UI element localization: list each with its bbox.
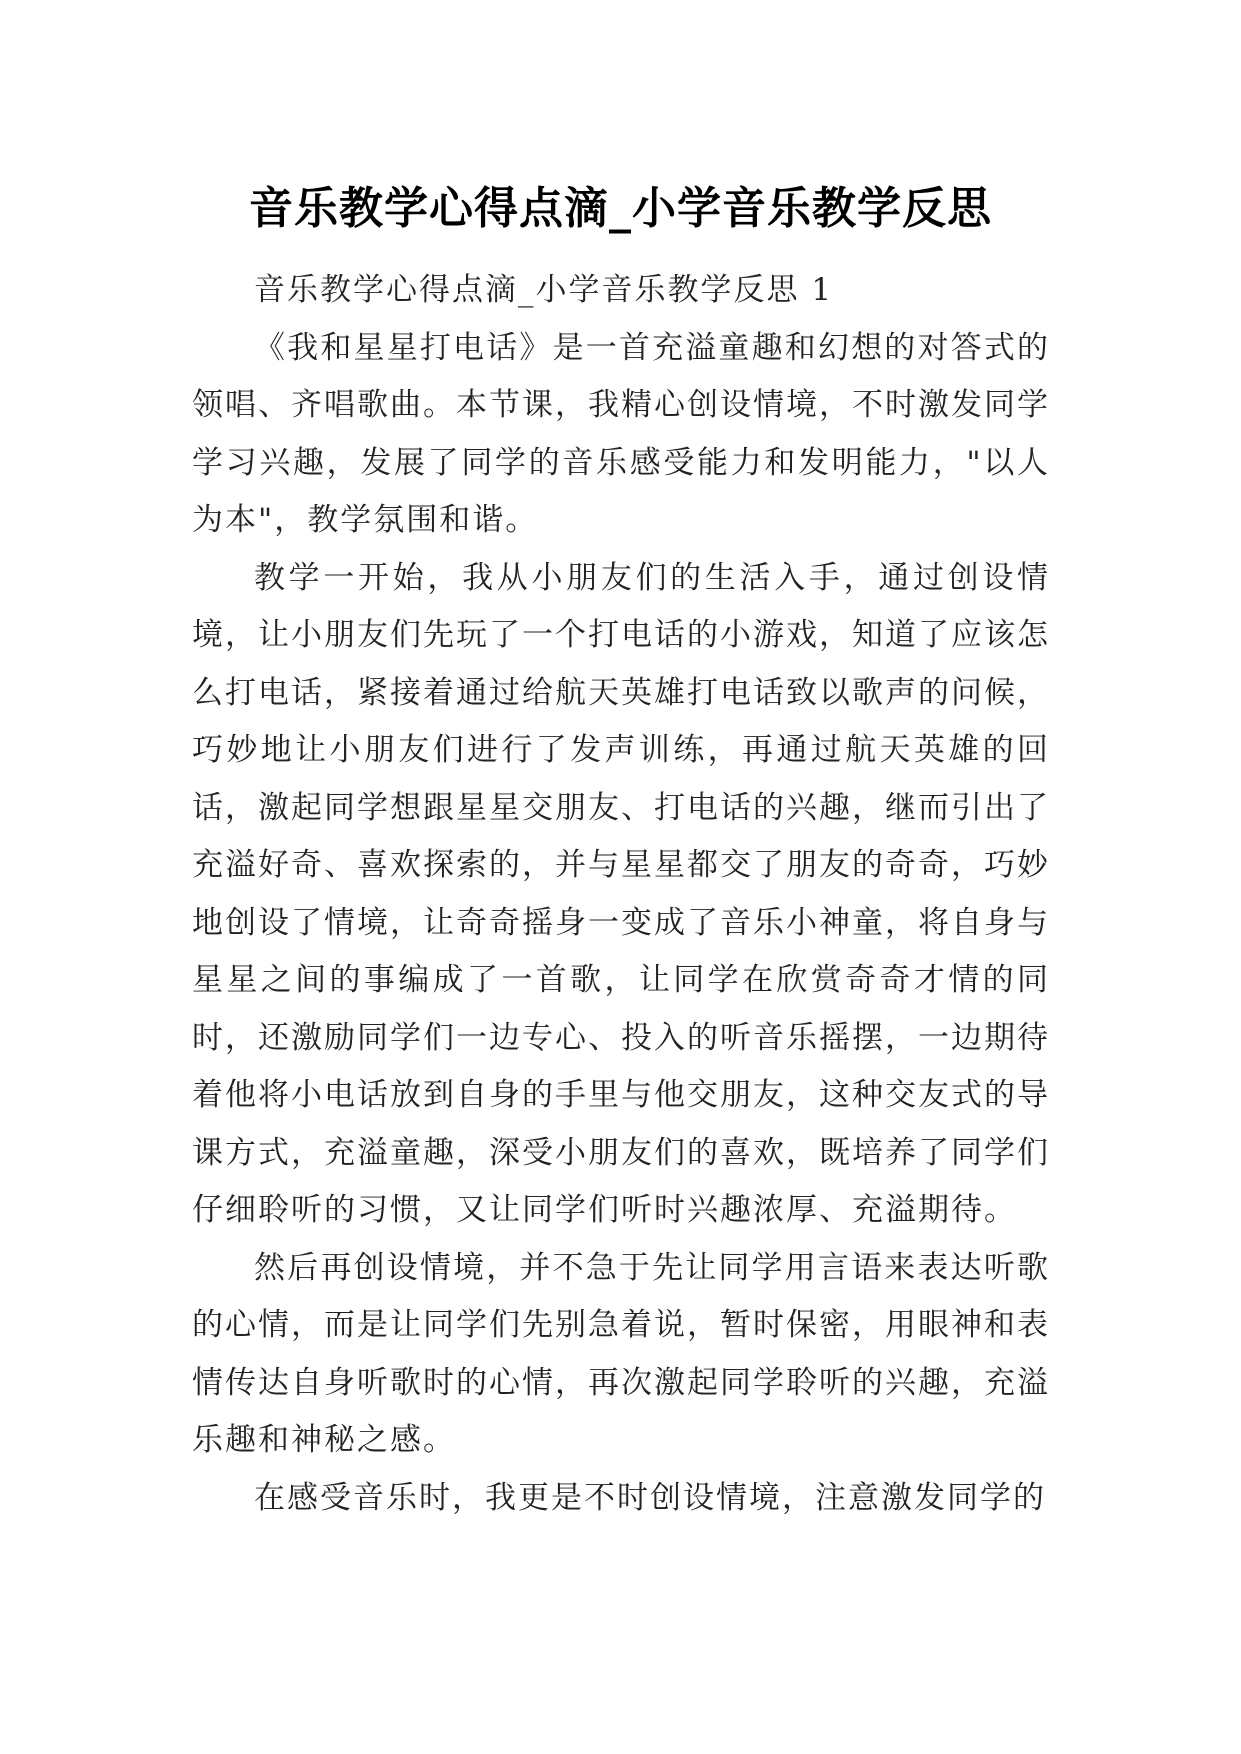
paragraph: 《我和星星打电话》是一首充溢童趣和幻想的对答式的领唱、齐唱歌曲。本节课，我精心创设情境，不时激发同学学习兴趣，发展了同学的音乐感受能力和发明能力，"以人为本"，教学氛围和谐。 (192, 329, 1050, 538)
paragraph: 在感受音乐时，我更是不时创设情境，注意激发同学的 (254, 1479, 1046, 1516)
document-body (192, 262, 1050, 1527)
section-heading: 音乐教学心得点滴_小学音乐教学反思 1 (254, 272, 834, 308)
paragraph: 教学一开始，我从小朋友们的生活入手，通过创设情境，让小朋友们先玩了一个打电话的小游戏，知道了应该怎么打电话，紧接着通过给航天英雄打电话致以歌声的问候，巧妙地让小朋友们进行了发声训练，再通过航天英雄的回话，激起同学想跟星星交朋友、打电话的兴趣，继而引出了充溢好奇、喜欢探索的，并与星星都交了朋友的奇奇，巧妙地创设了情境，让奇奇摇身一变成了音乐小神童，将自身与星星之间的事编成了一首歌，让同学在欣赏奇奇才情的同时，还激励同学们一边专心、投入的听音乐摇摆，一边期待着他将小电话放到自身的手里与他交朋友，这种交友式的导课方式，充溢童趣，深受小朋友们的喜欢，既培养了同学们仔细聆听的习惯，又让同学们听时兴趣浓厚、充溢期待。 (192, 559, 1050, 1228)
document-title: 音乐教学心得点滴_小学音乐教学反思 (249, 183, 992, 235)
paragraph: 然后再创设情境，并不急于先让同学用言语来表达听歌的心情，而是让同学们先别急着说，暂时保密，用眼神和表情传达自身听歌时的心情，再次激起同学聆听的兴趣，充溢乐趣和神秘之感。 (192, 1249, 1050, 1458)
